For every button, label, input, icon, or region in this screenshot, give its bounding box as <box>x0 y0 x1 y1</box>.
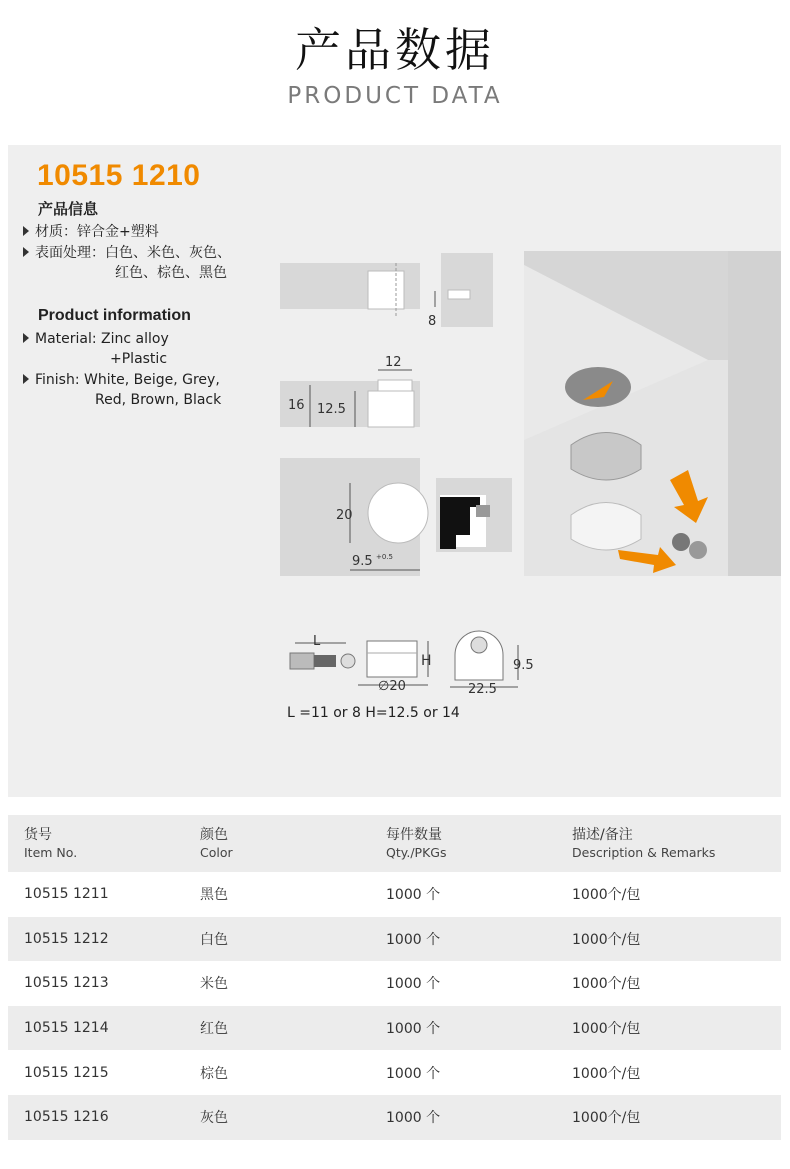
cell-qty: 1000 个 <box>386 1021 441 1038</box>
table-row <box>8 872 781 917</box>
finish-cn: 表面处理：白色、米色、灰色、 <box>23 243 231 263</box>
cell-color: 灰色 <box>200 1110 228 1127</box>
cell-item: 10515 1214 <box>24 1020 109 1037</box>
header-qty: 每件数量 Qty./PKGs <box>386 826 447 860</box>
dim-H-label: H <box>421 653 432 669</box>
material-en-line2: +Plastic <box>110 351 168 367</box>
cell-item: 10515 1215 <box>24 1064 109 1081</box>
table-row <box>8 1006 781 1051</box>
page-title-cn: 产品数据 <box>295 23 495 77</box>
table-row <box>8 917 781 962</box>
cell-qty: 1000 个 <box>386 887 441 904</box>
cell-color: 棕色 <box>200 1065 228 1082</box>
cell-desc: 1000个/包 <box>572 976 641 993</box>
cell-qty: 1000 个 <box>386 1065 441 1082</box>
table-row <box>8 1050 781 1095</box>
assembly-illustration <box>524 251 781 576</box>
product-spec-table <box>8 815 781 1140</box>
page-title-en: PRODUCT DATA <box>287 83 503 109</box>
dim-8-label: 8 <box>428 314 437 329</box>
side-section-view <box>280 253 493 329</box>
product-info-cn-title: 产品信息 <box>38 200 99 218</box>
dim-L-label: L <box>313 634 321 649</box>
plan-view <box>280 458 512 576</box>
material-cn: 材质：锌合金+塑料 <box>23 222 159 242</box>
cell-color: 黑色 <box>200 887 228 904</box>
cell-qty: 1000 个 <box>386 1110 441 1127</box>
finish-en-line2: Red, Brown, Black <box>95 392 222 408</box>
dim-20-label: 20 <box>336 508 353 523</box>
cell-desc: 1000个/包 <box>572 1110 641 1127</box>
dim-12-5-label: 12.5 <box>317 402 346 417</box>
product-info-en-title: Product information <box>38 307 191 324</box>
dim-9-5-label: 9.5 <box>352 554 373 569</box>
screw-dimension-drawing <box>290 634 355 669</box>
dimension-caption: L =11 or 8 H=12.5 or 14 <box>287 705 460 721</box>
material-en: Material: Zinc alloy <box>23 329 169 349</box>
cam-dimension-drawing <box>450 631 534 697</box>
cell-item: 10515 1212 <box>24 930 109 947</box>
table-header-row <box>8 815 781 872</box>
cell-desc: 1000个/包 <box>572 1065 641 1082</box>
cell-color: 米色 <box>200 976 228 993</box>
cell-item: 10515 1216 <box>24 1109 109 1126</box>
dim-9-5-tolerance: +0.5 <box>376 553 393 561</box>
header-item-no: 货号 Item No. <box>24 826 78 860</box>
item-number: 10515 1210 <box>37 159 201 192</box>
finish-en: Finish: White, Beige, Grey, <box>23 370 220 390</box>
header-color: 颜色 Color <box>200 826 233 860</box>
dim-22-5-label: 22.5 <box>468 682 497 697</box>
technical-drawing <box>8 145 781 797</box>
dim-diameter-label: ∅20 <box>378 679 406 694</box>
dim-12-label: 12 <box>385 355 402 370</box>
dim-9-5b-label: 9.5 <box>513 658 534 673</box>
table-row <box>8 961 781 1006</box>
housing-dimension-drawing <box>358 641 432 694</box>
cell-qty: 1000 个 <box>386 931 441 948</box>
finish-cn-line2: 红色、棕色、黑色 <box>115 265 227 281</box>
cell-desc: 1000个/包 <box>572 931 641 948</box>
dim-16-label: 16 <box>288 398 305 413</box>
cell-item: 10515 1213 <box>24 975 109 992</box>
product-info-panel <box>8 145 781 797</box>
header-description: 描述/备注 Description & Remarks <box>572 826 716 860</box>
cell-desc: 1000个/包 <box>572 887 641 904</box>
cell-color: 白色 <box>200 931 228 948</box>
table-row <box>8 1095 781 1140</box>
cell-desc: 1000个/包 <box>572 1021 641 1038</box>
cell-qty: 1000 个 <box>386 976 441 993</box>
depth-section-view <box>280 355 420 427</box>
cell-color: 红色 <box>200 1021 228 1038</box>
cell-item: 10515 1211 <box>24 886 109 903</box>
